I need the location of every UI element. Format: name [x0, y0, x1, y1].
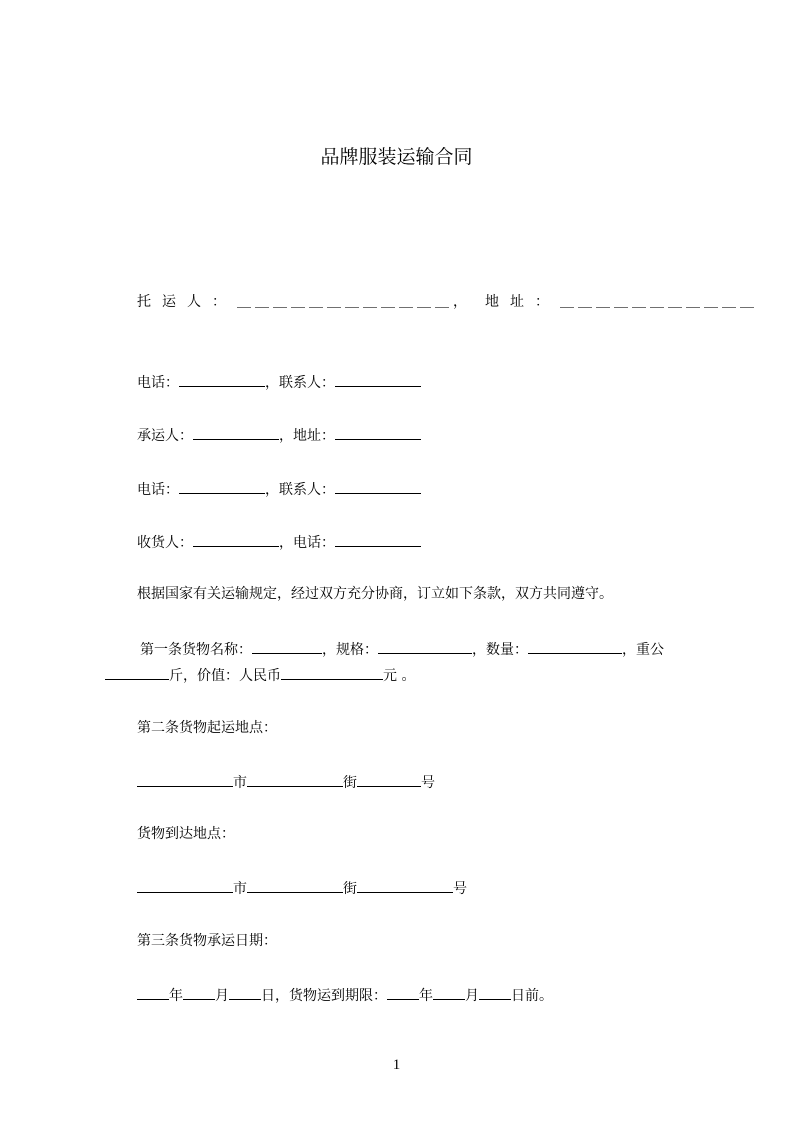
- shipper-line: [137, 294, 758, 310]
- carrier-contact-label: 联系人：: [279, 482, 335, 498]
- arrival-street-field[interactable]: [247, 879, 343, 893]
- page-number: 1: [392, 1057, 401, 1073]
- shipper-contact-field[interactable]: [335, 373, 421, 387]
- carrier-phone-label: 电话：: [137, 482, 179, 498]
- start-year-field[interactable]: [137, 986, 169, 1000]
- goods-value-field[interactable]: [281, 666, 383, 680]
- carrier-line: [137, 426, 421, 444]
- article3-heading: 第三条货物承运日期：: [137, 933, 277, 949]
- carrier-label: 承运人：: [137, 428, 193, 444]
- shipper-comma: ，: [453, 294, 467, 310]
- end-month-label: 月: [465, 988, 479, 1004]
- article1-spec-label: ，规格：: [322, 642, 378, 658]
- carrier-address-label: 地址：: [293, 428, 335, 444]
- shipper-address-label: 地址：: [485, 294, 560, 310]
- article1-line1: [140, 640, 664, 658]
- end-year-label: 年: [419, 988, 433, 1004]
- shipper-contact-label: 联系人：: [279, 375, 335, 391]
- article1-line2: [105, 666, 415, 684]
- carrier-contact-field[interactable]: [335, 480, 421, 494]
- article1-name-label: 第一条货物名称：: [140, 642, 252, 658]
- article1-yuan-label: 元 。: [383, 668, 416, 684]
- arrival-address-line: [137, 879, 467, 897]
- arrival-heading: 货物到达地点：: [137, 826, 235, 842]
- start-month-field[interactable]: [183, 986, 215, 1000]
- consignee-phone-label: 电话：: [293, 535, 335, 551]
- deadline-label: 日，货物运到期限：: [261, 988, 387, 1004]
- goods-spec-field[interactable]: [378, 640, 472, 654]
- article1-qty-label: ，数量：: [472, 642, 528, 658]
- article3-dates-line: [137, 986, 553, 1004]
- end-year-field[interactable]: [387, 986, 419, 1000]
- end-day-field[interactable]: [479, 986, 511, 1000]
- shipper-contact-line: [137, 373, 421, 391]
- carrier-contact-line: [137, 480, 421, 498]
- end-day-label: 日前。: [511, 988, 553, 1004]
- shipper-contact-sep: ，: [265, 375, 279, 391]
- consignee-line: [137, 533, 421, 551]
- arrival-city-field[interactable]: [137, 879, 233, 893]
- preamble: 根据国家有关运输规定，经过双方充分协商，订立如下条款，双方共同遵守。: [137, 586, 613, 602]
- origin-street-label: 街: [343, 775, 357, 791]
- shipper-label: 托运人：: [137, 294, 237, 310]
- shipper-blank[interactable]: ＿＿＿＿＿＿＿＿＿＿＿＿: [237, 294, 453, 310]
- origin-number-label: 号: [421, 775, 435, 791]
- arrival-city-label: 市: [233, 881, 247, 897]
- shipper-phone-field[interactable]: [179, 373, 265, 387]
- end-month-field[interactable]: [433, 986, 465, 1000]
- consignee-label: 收货人：: [137, 535, 193, 551]
- origin-street-field[interactable]: [247, 773, 343, 787]
- carrier-phone-field[interactable]: [179, 480, 265, 494]
- goods-qty-field[interactable]: [528, 640, 622, 654]
- document-title: 品牌服装运输合同: [320, 146, 473, 168]
- carrier-contact-sep: ，: [265, 482, 279, 498]
- start-year-label: 年: [169, 988, 183, 1004]
- article1-weight-label: ，重公: [622, 642, 664, 658]
- start-day-field[interactable]: [229, 986, 261, 1000]
- article2-heading: 第二条货物起运地点：: [137, 720, 277, 736]
- consignee-sep: ，: [279, 535, 293, 551]
- origin-city-field[interactable]: [137, 773, 233, 787]
- carrier-sep: ，: [279, 428, 293, 444]
- arrival-street-label: 街: [343, 881, 357, 897]
- start-month-label: 月: [215, 988, 229, 1004]
- goods-weight-field[interactable]: [105, 666, 169, 680]
- origin-number-field[interactable]: [357, 773, 421, 787]
- arrival-number-field[interactable]: [357, 879, 453, 893]
- goods-name-field[interactable]: [252, 640, 322, 654]
- consignee-phone-field[interactable]: [335, 533, 421, 547]
- origin-city-label: 市: [233, 775, 247, 791]
- shipper-phone-label: 电话：: [137, 375, 179, 391]
- carrier-address-field[interactable]: [335, 426, 421, 440]
- arrival-number-label: 号: [453, 881, 467, 897]
- origin-address-line: [137, 773, 435, 791]
- consignee-name-field[interactable]: [193, 533, 279, 547]
- shipper-address-blank[interactable]: ＿＿＿＿＿＿＿＿＿＿＿: [560, 294, 758, 310]
- carrier-name-field[interactable]: [193, 426, 279, 440]
- article1-jin-label: 斤，价值：人民币: [169, 668, 281, 684]
